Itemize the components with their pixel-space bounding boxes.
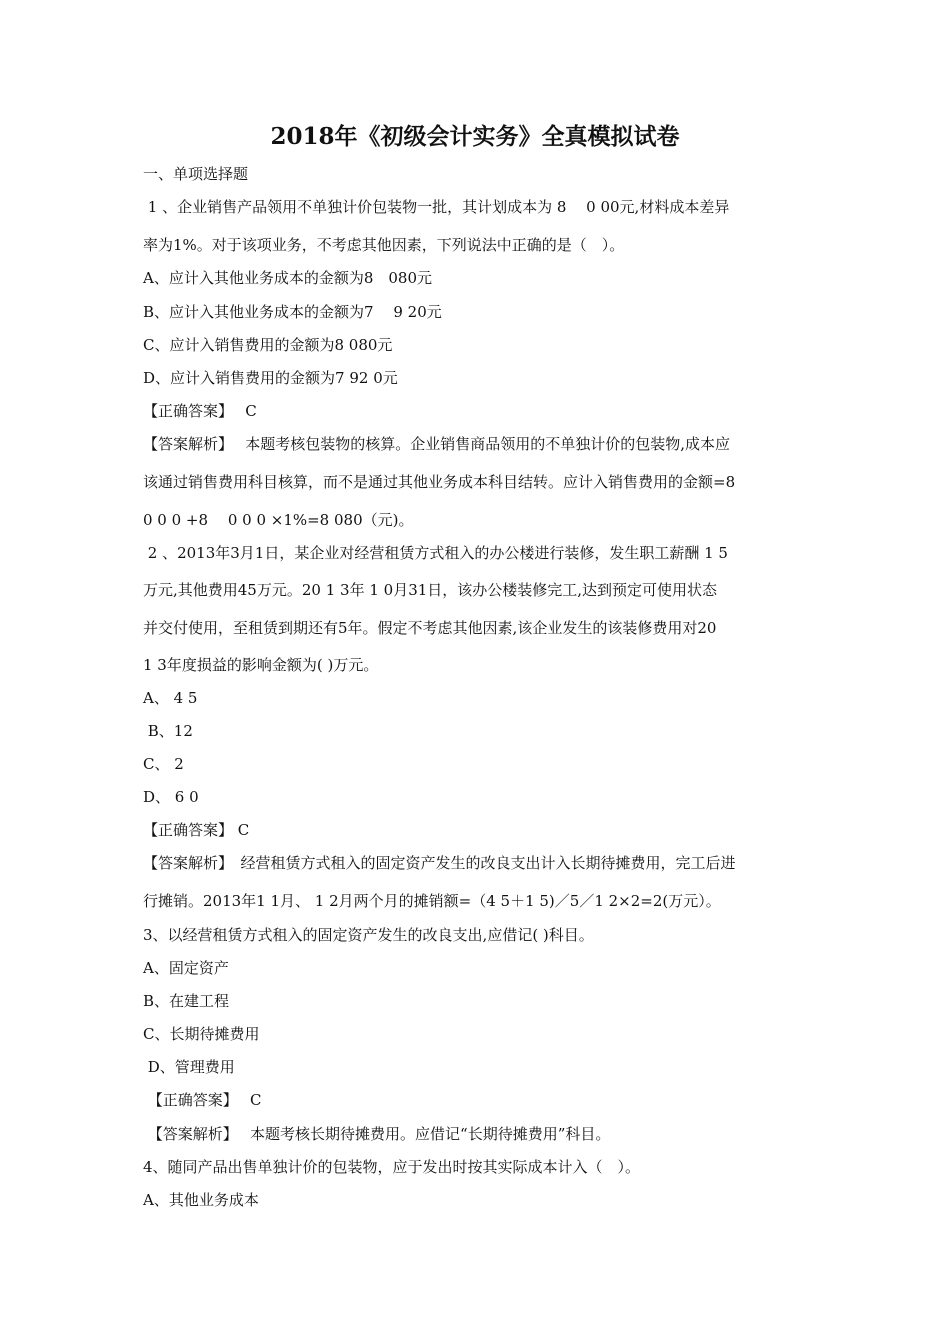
option-text: D、 6 0 (143, 788, 199, 806)
answer-explanation: 【答案解析】 本题考核包装物的核算。企业销售商品领用的不单独计价的包装物,成本应 (143, 435, 731, 453)
question-text: 2 、2013年3月1日，某企业对经营租赁方式租入的办公楼进行装修，发生职工薪酬 1 5 (143, 544, 728, 562)
question-text: 万元,其他费用45万元。20 1 3年 1 0月31日，该办公楼装修完工,达到预定可使用状态 (143, 581, 718, 599)
option-text: B、在建工程 (143, 992, 230, 1010)
question-text: 并交付使用，至租赁到期还有5年。假定不考虑其他因素,该企业发生的该装修费用对20 (143, 619, 717, 637)
option-text: C、 2 (143, 755, 184, 773)
page-title: 2018年《初级会计实务》全真模拟试卷 (270, 123, 680, 150)
answer-explanation: 0 0 0 +8 0 0 0 ×1%=8 080（元)。 (143, 511, 414, 529)
option-text: A、固定资产 (143, 959, 229, 977)
section-heading: 一、单项选择题 (143, 165, 249, 183)
answer-explanation: 【答案解析】 经营租赁方式租入的固定资产发生的改良支出计入长期待摊费用，完工后进 (143, 854, 736, 872)
option-text: A、其他业务成本 (143, 1191, 259, 1209)
correct-answer: 【正确答案】 C (143, 1091, 262, 1109)
correct-answer: 【正确答案】 C (143, 821, 250, 839)
option-text: B、12 (143, 722, 193, 740)
correct-answer: 【正确答案】 C (143, 402, 257, 420)
answer-explanation: 【答案解析】 本题考核长期待摊费用。应借记“长期待摊费用”科目。 (143, 1125, 611, 1143)
option-text: C、应计入销售费用的金额为8 080元 (143, 336, 393, 354)
option-text: A、应计入其他业务成本的金额为8 080元 (143, 269, 433, 287)
question-text: 3、以经营租赁方式租入的固定资产发生的改良支出,应借记( )科目。 (143, 926, 594, 944)
option-text: C、长期待摊费用 (143, 1025, 260, 1043)
question-text: 4、随同产品出售单独计价的包装物，应于发出时按其实际成本计入（ ）。 (143, 1158, 641, 1176)
option-text: B、应计入其他业务成本的金额为7 9 20元 (143, 303, 442, 321)
option-text: A、 4 5 (143, 689, 198, 707)
option-text: D、管理费用 (143, 1058, 235, 1076)
question-text: 率为1%。对于该项业务，不考虑其他因素，下列说法中正确的是（ ）。 (143, 236, 625, 254)
option-text: D、应计入销售费用的金额为7 92 0元 (143, 369, 398, 387)
answer-explanation: 该通过销售费用科目核算，而不是通过其他业务成本科目结转。应计入销售费用的金额=8 (143, 473, 736, 491)
question-text: 1 3年度损益的影响金额为( )万元。 (143, 656, 379, 674)
question-text: 1 、企业销售产品领用不单独计价包装物一批，其计划成本为 8 0 00元,材料成本差异 (143, 198, 730, 216)
answer-explanation: 行摊销。2013年1 1月、 1 2月两个月的摊销额=（4 5＋1 5)／5／1 2×2=2(万元）。 (143, 892, 721, 910)
